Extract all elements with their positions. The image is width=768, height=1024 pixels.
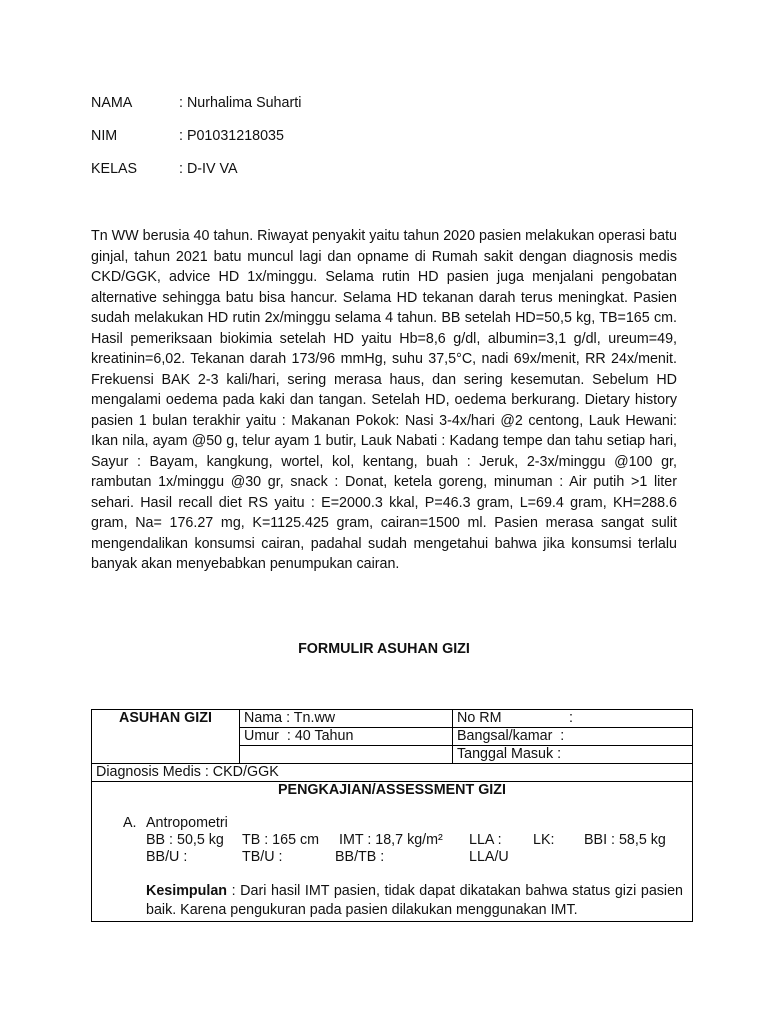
asuhan-gizi-label: ASUHAN GIZI: [92, 710, 240, 764]
measure-bb-u: BB/U :: [146, 849, 188, 865]
admission-date-cell: Tanggal Masuk :: [453, 746, 693, 764]
conclusion-label: Kesimpulan: [146, 883, 228, 899]
nim-label: NIM: [91, 128, 118, 144]
conclusion: [146, 882, 683, 920]
measure-lk: LK:: [533, 832, 555, 848]
class-label: KELAS: [91, 161, 138, 177]
assessment-cell: [92, 782, 693, 922]
class-row: [91, 159, 301, 192]
section-a-heading: [123, 815, 688, 832]
case-paragraph: Tn WW berusia 40 tahun. Riwayat penyakit yaitu tahun 2020 pasien melakukan operasi batu ginjal, tahun 2021 batu muncul lagi dan opname di Rumah sakit dengan diagnosis medis CKD/GGK, advice HD 1x/minggu. Selama rutin HD pasien juga menjalani pengobatan alternative sehingga batu bisa hancur. Selama HD tekanan darah terus meningkat. Pasien sudah melakukan HD rutin 2x/minggu selama 4 tahun. BB setelah HD=50,5 kg, TB=165 cm. Hasil pemeriksaan biokimia setelah HD yaitu Hb=8,6 g/dl, albumin=3,1 g/dl, ureum=49, kreatinin=6,02. Tekanan darah 173/96 mmHg, suhu 37,5°C, nadi 69x/menit, RR 24x/menit. Frekuensi BAK 2-3 kali/hari, sering merasa haus, dan sering kesemutan. Sebelum HD mengalami oedema pada kaki dan tangan. Setelah HD, oedema berkurang. Dietary history pasien 1 bulan terakhir yaitu : Makanan Pokok: Nasi 3-4x/hari @2 centong, Lauk Hewani: Ikan nila, ayam @50 g, telur ayam 1 butir, Lauk Nabati : Kadang tempe dan tahu setiap hari, Sayur : Bayam, kangkung, wortel, kol, kentang, buah : Jeruk, 2-3x/minggu @100 gr, rambutan 1x/minggu @30 gr, snack : Donat, ketela goreng, minuman : Air putih >1 liter sehari. Hasil recall diet RS yaitu : E=2000.3 kkal, P=46.3 gram, L=69.4 gram, KH=288.6 gram, Na= 176.27 mg, K=1125.425 gram, cairan=1500 ml. Pasien merasa sangat sulit mengendalikan konsumsi cairan, padahal sudah mengetahui bahwa jika konsumsi terlalu banyak akan menyebabkan penumpukan cairan.: [91, 228, 677, 572]
form-row-1: [92, 710, 693, 728]
measure-bbi: BBI : 58,5 kg: [584, 832, 666, 848]
empty-cell: [240, 746, 453, 764]
diagnosis-cell: Diagnosis Medis : CKD/GGK: [92, 764, 693, 782]
conclusion-text: : Dari hasil IMT pasien, tidak dapat dikatakan bahwa status gizi pasien baik. Karena pengukuran pada pasien dilakukan menggunakan IMT.: [146, 883, 683, 918]
name-row: [91, 93, 301, 126]
assessment-heading: PENGKAJIAN/ASSESSMENT GIZI: [278, 782, 506, 798]
measures-row-2: [146, 849, 688, 866]
patient-age-cell: Umur : 40 Tahun: [240, 728, 453, 746]
measure-lla-u: LLA/U: [469, 849, 509, 865]
measure-tb: TB : 165 cm: [242, 832, 320, 848]
measure-bb: BB : 50,5 kg: [146, 832, 224, 848]
name-value: : Nurhalima Suharti: [179, 95, 302, 111]
section-a-title: Antropometri: [146, 815, 228, 831]
no-rm-cell: No RM :: [453, 710, 693, 728]
student-info: [91, 93, 301, 192]
form-title: FORMULIR ASUHAN GIZI: [298, 641, 470, 657]
nim-value: : P01031218035: [179, 128, 284, 144]
measure-bb-tb: BB/TB :: [335, 849, 385, 865]
diagnosis-row: [92, 764, 693, 782]
assessment-heading-row: [92, 782, 693, 922]
case-description: [91, 226, 677, 575]
measure-tb-u: TB/U :: [242, 849, 283, 865]
measure-lla: LLA :: [469, 832, 502, 848]
class-value: : D-IV VA: [179, 161, 238, 177]
name-label: NAMA: [91, 95, 133, 111]
patient-name-cell: Nama : Tn.ww: [240, 710, 453, 728]
section-a-letter: A.: [123, 815, 137, 831]
nim-row: [91, 126, 301, 159]
measure-imt: IMT : 18,7 kg/m²: [339, 832, 443, 848]
measures-row-1: [146, 832, 688, 849]
nutrition-care-form: [91, 709, 693, 922]
ward-cell: Bangsal/kamar :: [453, 728, 693, 746]
